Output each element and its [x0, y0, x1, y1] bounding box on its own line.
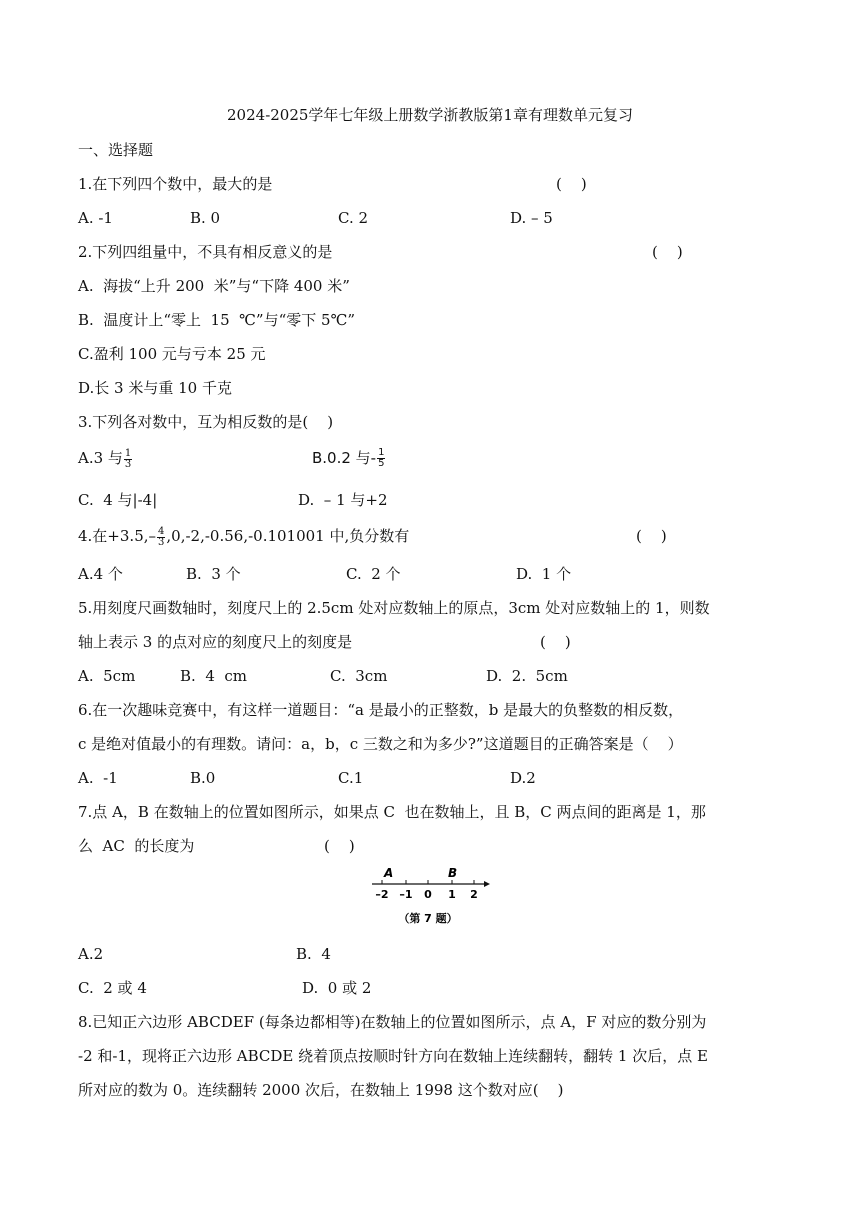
answer-blank-7: ( )	[324, 837, 355, 855]
fraction-one-third: $\frac{1}{3}$	[124, 447, 132, 470]
q4-option-d: D. 1 个	[516, 565, 572, 583]
page-title: 2024-2025学年七年级上册数学浙教版第1章有理数单元复习	[227, 106, 633, 124]
q2-option-a: A. 海拔“上升 200 米”与“下降 400 米”	[78, 277, 350, 295]
answer-blank-2: ( )	[652, 243, 683, 261]
q7-option-a: A.2	[78, 945, 104, 963]
figure-caption: （第 7 题）	[398, 912, 458, 925]
q3-option-a: A.3 与 $\frac{1}{3}$	[78, 447, 132, 470]
q5-option-d: D. 2. 5cm	[486, 667, 568, 685]
answer-blank-5: ( )	[540, 633, 571, 651]
question-7-line-2: 么 AC 的长度为	[78, 837, 195, 855]
question-6-line-1: 6.在一次趣味竞赛中，有这样一道题目：“a 是最小的正整数，b 是最大的负整数的相反数，	[78, 701, 684, 719]
answer-blank-1: ( )	[556, 175, 587, 193]
question-8-line-1: 8.已知正六边形 ABCDEF (每条边都相等)在数轴上的位置如图所示，点 A，F 对应的数分别为	[78, 1013, 707, 1031]
q1-option-a: A. -1	[78, 209, 113, 227]
q7-option-d: D. 0 或 2	[302, 979, 372, 997]
point-b-label: B	[448, 866, 458, 880]
q3-option-c: C. 4 与|-4|	[78, 491, 158, 509]
q3-option-d: D. – 1 与+2	[298, 491, 388, 509]
q4-option-a: A.4 个	[78, 565, 123, 583]
q2-option-d: D.长 3 米与重 10 千克	[78, 379, 232, 397]
q7-option-b: B. 4	[296, 945, 331, 963]
question-3-stem: 3.下列各对数中，互为相反数的是( )	[78, 413, 334, 431]
question-5-line-1: 5.用刻度尺画数轴时，刻度尺上的 2.5cm 处对应数轴上的原点，3cm 处对应数轴上的 1，则数	[78, 599, 710, 617]
question-4-stem: 4.在+3.5,– $\frac{4}{3}$ ,0,-2,-0.56,-0.101001 中,负分数有	[78, 525, 410, 548]
question-7-line-1: 7.点 A，B 在数轴上的位置如图所示，如果点 C 也在数轴上，且 B，C 两点间的距离是 1，那	[78, 803, 706, 821]
question-6-line-2: c 是绝对值最小的有理数。请问：a，b，c 三数之和为多少?”这道题目的正确答案是（ ）	[78, 735, 683, 753]
q1-option-c: C. 2	[338, 209, 369, 227]
q6-option-b: B.0	[190, 769, 216, 787]
q4-option-c: C. 2 个	[346, 565, 401, 583]
tick-label: 2	[470, 888, 478, 901]
number-line-figure	[366, 862, 496, 932]
question-1-stem: 1.在下列四个数中，最大的是	[78, 175, 273, 193]
axis-arrow-icon	[484, 881, 490, 887]
q2-option-c: C.盈利 100 元与亏本 25 元	[78, 345, 266, 363]
section-heading: 一、选择题	[78, 141, 154, 159]
question-8-line-3: 所对应的数为 0。连续翻转 2000 次后，在数轴上 1998 这个数对应( )	[78, 1081, 564, 1099]
q5-option-a: A. 5cm	[78, 667, 136, 685]
q5-option-c: C. 3cm	[330, 667, 388, 685]
q3-option-b: B.0.2 与- $\frac{1}{5}$	[312, 447, 385, 469]
q1-option-b: B. 0	[190, 209, 221, 227]
answer-blank-4: ( )	[636, 527, 667, 545]
point-a-label: A	[384, 866, 394, 880]
tick-label: 1	[448, 888, 456, 901]
q7-option-c: C. 2 或 4	[78, 979, 147, 997]
q6-option-a: A. -1	[78, 769, 118, 787]
q1-option-d: D. – 5	[510, 209, 553, 227]
q2-option-b: B. 温度计上“零上 15 ℃”与“零下 5℃”	[78, 311, 356, 329]
fraction-one-fifth: $\frac{1}{5}$	[378, 447, 385, 469]
tick-label: 0	[424, 888, 432, 901]
question-8-line-2: -2 和-1，现将正六边形 ABCDE 绕着顶点按顺时针方向在数轴上连续翻转，翻转 1 次后，点 E	[78, 1047, 708, 1065]
q6-option-d: D.2	[510, 769, 536, 787]
fraction-four-thirds: $\frac{4}{3}$	[158, 525, 165, 548]
q5-option-b: B. 4 cm	[180, 667, 248, 685]
question-5-line-2: 轴上表示 3 的点对应的刻度尺上的刻度是	[78, 633, 353, 651]
q6-option-c: C.1	[338, 769, 364, 787]
q4-option-b: B. 3 个	[186, 565, 241, 583]
tick-label: –1	[399, 888, 413, 901]
question-2-stem: 2.下列四组量中，不具有相反意义的是	[78, 243, 333, 261]
tick-label: –2	[375, 888, 389, 901]
